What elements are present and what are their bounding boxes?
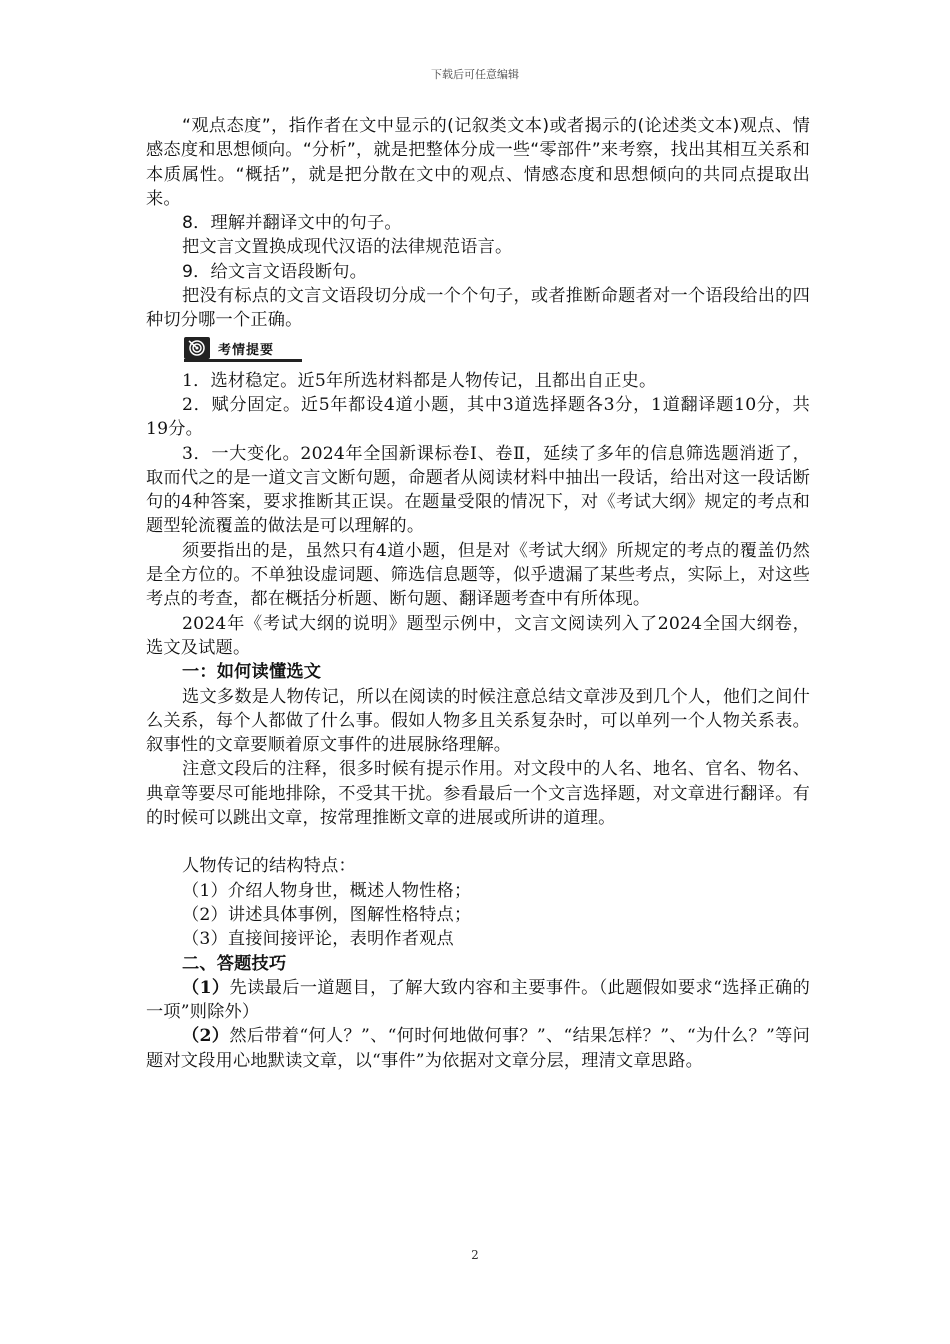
page-header: 下载后可任意编辑: [431, 68, 519, 81]
item-number: （2）: [182, 1026, 230, 1047]
item-text: 然后带着“何人？”、“何时何地做何事？”、“结果怎样？”、“为什么？”等问题对文段用心地默读文章，以“事件”为依据对文章分层，理清文章思路。: [146, 1026, 811, 1071]
paragraph: 8．理解并翻译文中的句子。: [182, 213, 402, 234]
paragraph: 9．给文言文语段断句。: [182, 261, 368, 282]
paragraph: 2．赋分固定。近5年都设4道小题，其中3道选择题各3分，1道翻译题10分，共19分。: [146, 394, 810, 440]
paragraph: 注意文段后的注释，很多时候有提示作用。对文段中的人名、地名、官名、物名、典章等要尽可能地排除，不受其干扰。参看最后一个文言选择题，对文章进行翻译。有的时候可以跳出文章，按常理推断文章的进展或所讲的道理。: [146, 759, 810, 829]
document-body: [146, 114, 810, 1073]
target-icon: [184, 337, 210, 359]
paragraph: 1．选材稳定。近5年所选材料都是人物传记，且都出自正史。: [182, 370, 657, 391]
list-item: （2）讲述具体事例，图解性格特点；: [182, 904, 472, 925]
paragraph: 3．一大变化。2024年全国新课标卷Ⅰ、卷Ⅱ，延续了多年的信息筛选题消逝了，取而代之的是一道文言文断句题，命题者从阅读材料中抽出一段话，给出对这一段话断句的4种答案，要求推断其正误。在题量受限的情况下，对《考试大纲》规定的考点和题型轮流覆盖的做法是可以理解的。: [146, 443, 810, 537]
paragraph: 2024年《考试大纲的说明》题型示例中，文言文阅读列入了2024全国大纲卷，选文及试题。: [146, 613, 810, 658]
paragraph: 须要指出的是，虽然只有4道小题，但是对《考试大纲》所规定的考点的覆盖仍然是全方位的。不单独设虚词题、筛选信息题等，似乎遗漏了某些考点，实际上，对这些考点的考查，都在概括分析题、断句题、翻译题考查中有所体现。: [146, 540, 810, 610]
paragraph: 把没有标点的文言文语段切分成一个个句子，或者推断命题者对一个语段给出的四种切分哪一个正确。: [146, 286, 810, 331]
item-number: （1）: [182, 977, 230, 998]
paragraph: “观点态度”，指作者在文中显示的(记叙类文本)或者揭示的(论述类文本)观点、情感态度和思想倾向。“分析”，就是把整体分成一些“零部件”来考察，找出其相互关系和本质属性。“概括”，就是把分散在文中的观点、情感态度和思想倾向的共同点提取出来。: [146, 116, 810, 209]
page-number: 2: [471, 1248, 479, 1262]
banner-label: 考情提要: [218, 342, 275, 358]
list-item: （1）介绍人物身世，概述人物性格；: [182, 880, 472, 901]
paragraph: 选文多数是人物传记，所以在阅读的时候注意总结文章涉及到几个人，他们之间什么关系，每个人都做了什么事。假如人物多且关系复杂时，可以单列一个人物关系表。叙事性的文章要顺着原文事件的进展脉络理解。: [146, 686, 810, 756]
paragraph: 把文言文置换成现代汉语的法律规范语言。: [182, 237, 513, 258]
section-banner: [184, 335, 810, 365]
structure-title: 人物传记的结构特点：: [182, 856, 356, 877]
list-item: [146, 976, 810, 1025]
list-item: （3）直接间接评论，表明作者观点: [182, 929, 454, 950]
item-text: 先读最后一道题目，了解大致内容和主要事件。（此题假如要求“选择正确的一项”则除外）: [146, 977, 810, 1023]
list-item: [146, 1024, 810, 1073]
section-heading: 一：如何读懂选文: [182, 662, 322, 683]
section-heading: 二、答题技巧: [182, 953, 287, 974]
